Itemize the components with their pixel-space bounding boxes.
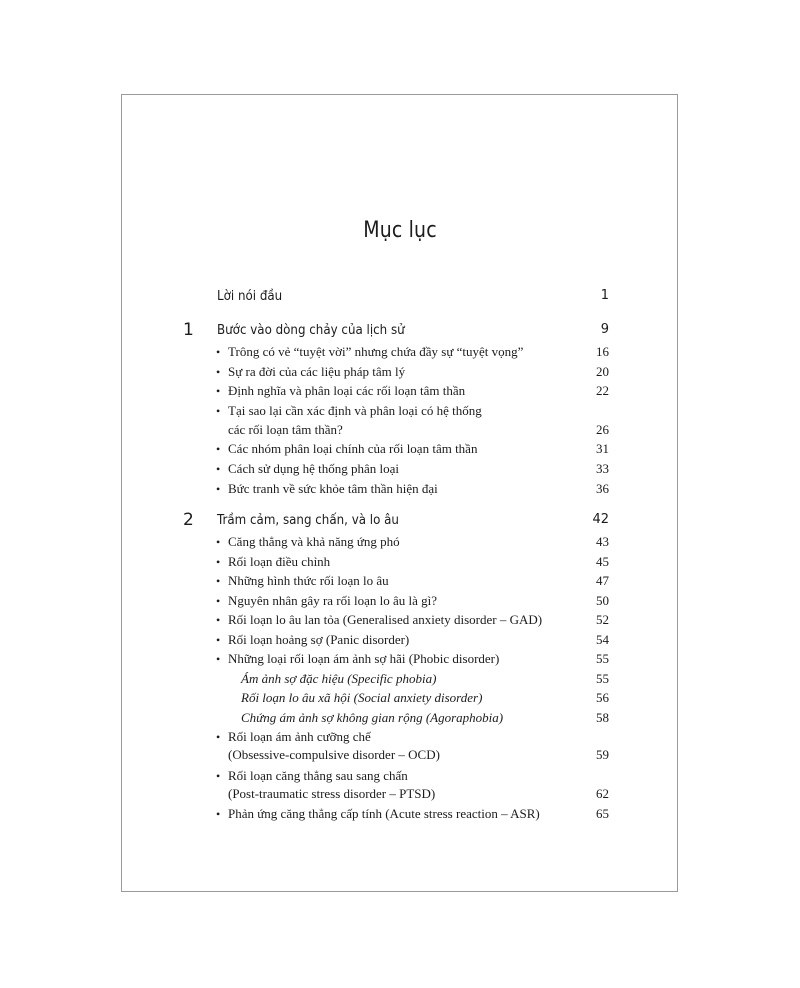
bullet-icon: • <box>216 384 221 398</box>
item-text: Rối loạn lo âu lan tỏa (Generalised anxiety disorder – GAD) <box>228 612 543 627</box>
bullet-icon: • <box>216 442 221 456</box>
item-page: 62 <box>596 786 609 801</box>
item-page: 52 <box>596 612 609 627</box>
item-page: 65 <box>596 806 609 821</box>
item-continuation-text: (Post-traumatic stress disorder – PTSD) <box>228 786 436 801</box>
chapter-title: Trầm cảm, sang chấn, và lo âu <box>217 512 399 528</box>
item-page: 54 <box>596 632 609 647</box>
item-text: Bức tranh về sức khỏe tâm thần hiện đại <box>228 481 438 496</box>
item-text: Rối loạn điều chỉnh <box>228 554 331 569</box>
item-text: Trông có vẻ “tuyệt vời” nhưng chứa đầy sự “tuyệt vọng” <box>228 344 524 359</box>
page-title: Mục lục <box>363 218 437 243</box>
bullet-icon: • <box>216 769 221 783</box>
subitem-text: Rối loạn lo âu xã hội (Social anxiety disorder) <box>241 690 483 705</box>
item-text: Định nghĩa và phân loại các rối loạn tâm thần <box>228 383 466 398</box>
bullet-icon: • <box>216 807 221 821</box>
bullet-icon: • <box>216 462 221 476</box>
subitem-text: Chứng ám ảnh sợ không gian rộng (Agoraphobia) <box>241 710 504 725</box>
item-page: 50 <box>596 593 609 608</box>
item-continuation-text: (Obsessive-compulsive disorder – OCD) <box>228 747 440 762</box>
item-text: Các nhóm phân loại chính của rối loạn tâm thần <box>228 441 478 456</box>
bullet-icon: • <box>216 365 221 379</box>
preface-page: 1 <box>600 288 609 303</box>
chapter-page: 9 <box>600 322 609 337</box>
bullet-icon: • <box>216 594 221 608</box>
item-page: 43 <box>596 534 609 549</box>
item-page: 45 <box>596 554 609 569</box>
bullet-icon: • <box>216 345 221 359</box>
item-text: Những loại rối loạn ám ảnh sợ hãi (Phobic disorder) <box>228 651 500 666</box>
bullet-icon: • <box>216 652 221 666</box>
item-page: 22 <box>596 383 609 398</box>
item-text: Rối loạn hoảng sợ (Panic disorder) <box>228 632 410 647</box>
item-text: Phản ứng căng thẳng cấp tính (Acute stress reaction – ASR) <box>228 806 540 821</box>
item-text: Rối loạn căng thẳng sau sang chấn <box>228 768 408 783</box>
item-text: Tại sao lại cần xác định và phân loại có hệ thống <box>228 403 482 418</box>
item-page: 31 <box>596 441 609 456</box>
bullet-icon: • <box>216 730 221 744</box>
bullet-icon: • <box>216 633 221 647</box>
item-text: Những hình thức rối loạn lo âu <box>228 573 389 588</box>
preface-title: Lời nói đầu <box>217 288 283 304</box>
item-page: 20 <box>596 364 609 379</box>
chapter-page: 42 <box>592 512 609 527</box>
item-page: 59 <box>596 747 609 762</box>
item-page: 58 <box>596 710 609 725</box>
item-continuation-text: các rối loạn tâm thần? <box>228 422 343 437</box>
subitem-text: Ám ảnh sợ đặc hiệu (Specific phobia) <box>241 671 437 686</box>
item-text: Nguyên nhân gây ra rối loạn lo âu là gì? <box>228 593 438 608</box>
item-page: 47 <box>596 573 609 588</box>
item-page: 16 <box>596 344 609 359</box>
bullet-icon: • <box>216 613 221 627</box>
item-text: Rối loạn ám ảnh cưỡng chế <box>228 729 371 744</box>
item-text: Sự ra đời của các liệu pháp tâm lý <box>228 364 406 379</box>
item-text: Căng thẳng và khả năng ứng phó <box>228 534 400 549</box>
item-page: 33 <box>596 461 609 476</box>
chapter-number: 1 <box>183 320 194 340</box>
bullet-icon: • <box>216 535 221 549</box>
item-page: 55 <box>596 651 609 666</box>
bullet-icon: • <box>216 574 221 588</box>
item-text: Cách sử dụng hệ thống phân loại <box>228 461 399 476</box>
item-page: 36 <box>596 481 609 496</box>
item-page: 55 <box>596 671 609 686</box>
chapter-title: Bước vào dòng chảy của lịch sử <box>217 322 405 338</box>
bullet-icon: • <box>216 555 221 569</box>
chapter-number: 2 <box>183 510 194 530</box>
item-page: 56 <box>596 690 609 705</box>
bullet-icon: • <box>216 404 221 418</box>
item-page: 26 <box>596 422 609 437</box>
bullet-icon: • <box>216 482 221 496</box>
